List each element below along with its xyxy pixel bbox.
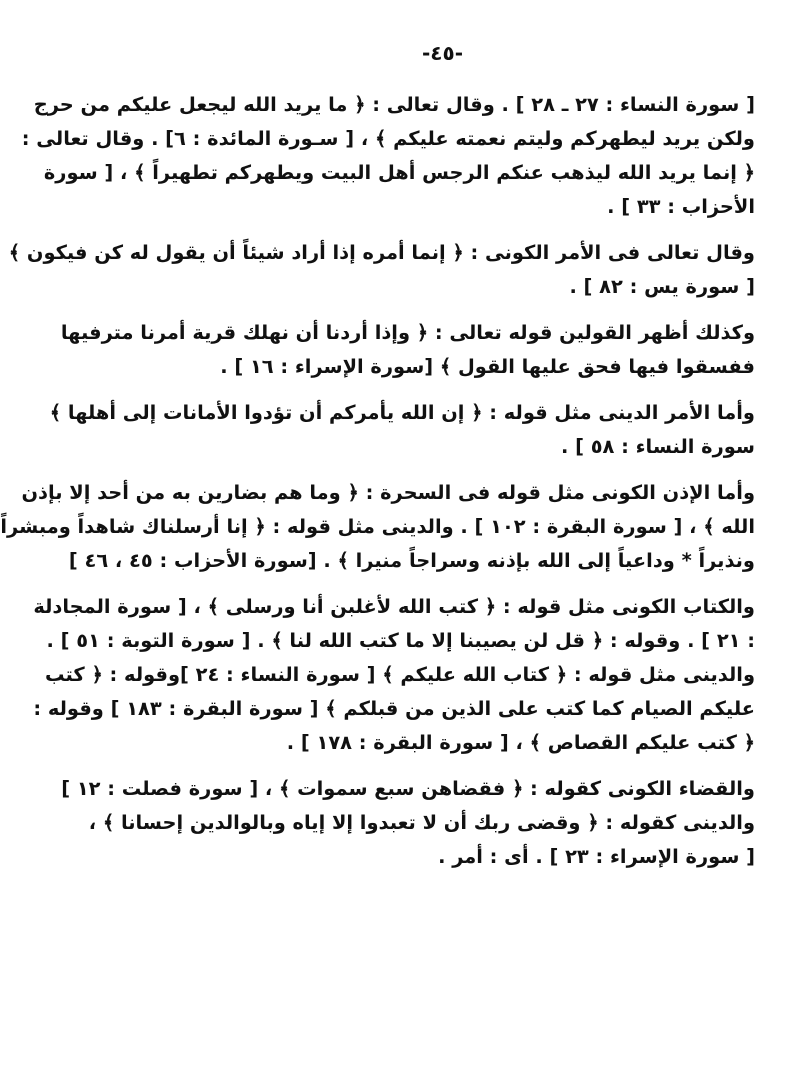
text-line: ﴿ إنما يريد الله ليذهب عنكم الرجس أهل البيت ويطهركم تطهيراً ﴾ ، [ سورة <box>43 161 755 184</box>
text-line: وأما الإذن الكونى مثل قوله فى السحرة : ﴿ وما هم بضارين به من أحد إلا بإذن <box>21 481 755 504</box>
text-line: [ سورة يس : ٨٢ ] . <box>569 275 755 298</box>
text-line: والدينى مثل قوله : ﴿ كتاب الله عليكم ﴾ [ سورة النساء : ٢٤ ]وقوله : ﴿ كتب <box>44 663 755 686</box>
text-line: ففسقوا فيها فحق عليها القول ﴾ [سورة الإسراء : ١٦ ] . <box>220 355 755 378</box>
text-line: والقضاء الكونى كقوله : ﴿ فقضاهن سبع سموات ﴾ ، [ سورة فصلت : ١٢ ] <box>61 777 755 800</box>
text-line: [ سورة النساء : ٢٧ ـ ٢٨ ] . وقال تعالى : ﴿ ما يريد الله ليجعل عليكم من حرج <box>33 93 755 116</box>
text-line: سورة النساء : ٥٨ ] . <box>560 435 755 458</box>
text-line: عليكم الصيام كما كتب على الذين من قبلكم ﴾ [ سورة البقرة : ١٨٣ ] وقوله : <box>33 697 755 720</box>
text-line: وكذلك أظهر القولين قوله تعالى : ﴿ وإذا أردنا أن نهلك قرية أمرنا مترفيها <box>60 321 755 344</box>
text-line: ﴿ كتب عليكم القصاص ﴾ ، [ سورة البقرة : ١٧٨ ] . <box>286 731 755 754</box>
paragraph <box>33 590 755 760</box>
paragraph <box>60 316 755 384</box>
text-line: وأما الأمر الدينى مثل قوله : ﴿ إن الله يأمركم أن تؤدوا الأمانات إلى أهلها ﴾ <box>49 401 755 424</box>
paragraph <box>0 476 755 578</box>
text-line: والدينى كقوله : ﴿ وقضى ربك أن لا تعبدوا إلا إياه وبالوالدين إحسانا ﴾ ، <box>88 811 755 834</box>
text-line: ولكن يريد ليطهركم وليتم نعمته عليكم ﴾ ، [ سـورة المائدة : ٦] . وقال تعالى : <box>21 127 755 150</box>
paragraph <box>61 772 755 874</box>
paragraph <box>49 396 755 464</box>
text-line: : ٢١ ] . وقوله : ﴿ قل لن يصيبنا إلا ما كتب الله لنا ﴾ . [ سورة التوبة : ٥١ ] . <box>46 629 755 652</box>
text-line: والكتاب الكونى مثل قوله : ﴿ كتب الله لأغلبن أنا ورسلى ﴾ ، [ سورة المجادلة <box>33 595 755 618</box>
text-line: وقال تعالى فى الأمر الكونى : ﴿ إنما أمره إذا أراد شيئاً أن يقول له كن فيكون ﴾ <box>8 241 755 264</box>
text-line: ونذيراً * وداعياً إلى الله بإذنه وسراجاً منيرا ﴾ . [سورة الأحزاب : ٤٥ ، ٤٦ ] <box>68 549 755 572</box>
page-number: -٤٥- <box>421 41 464 65</box>
paragraph <box>21 88 755 224</box>
text-line: الأحزاب : ٣٣ ] . <box>607 195 755 218</box>
text-line: الله ﴾ ، [ سورة البقرة : ١٠٢ ] . والدينى مثل قوله : ﴿ إنا أرسلناك شاهداً ومبشراً <box>0 515 755 538</box>
paragraph <box>8 236 755 304</box>
text-line: [ سورة الإسراء : ٢٣ ] . أى : أمر . <box>438 845 755 868</box>
